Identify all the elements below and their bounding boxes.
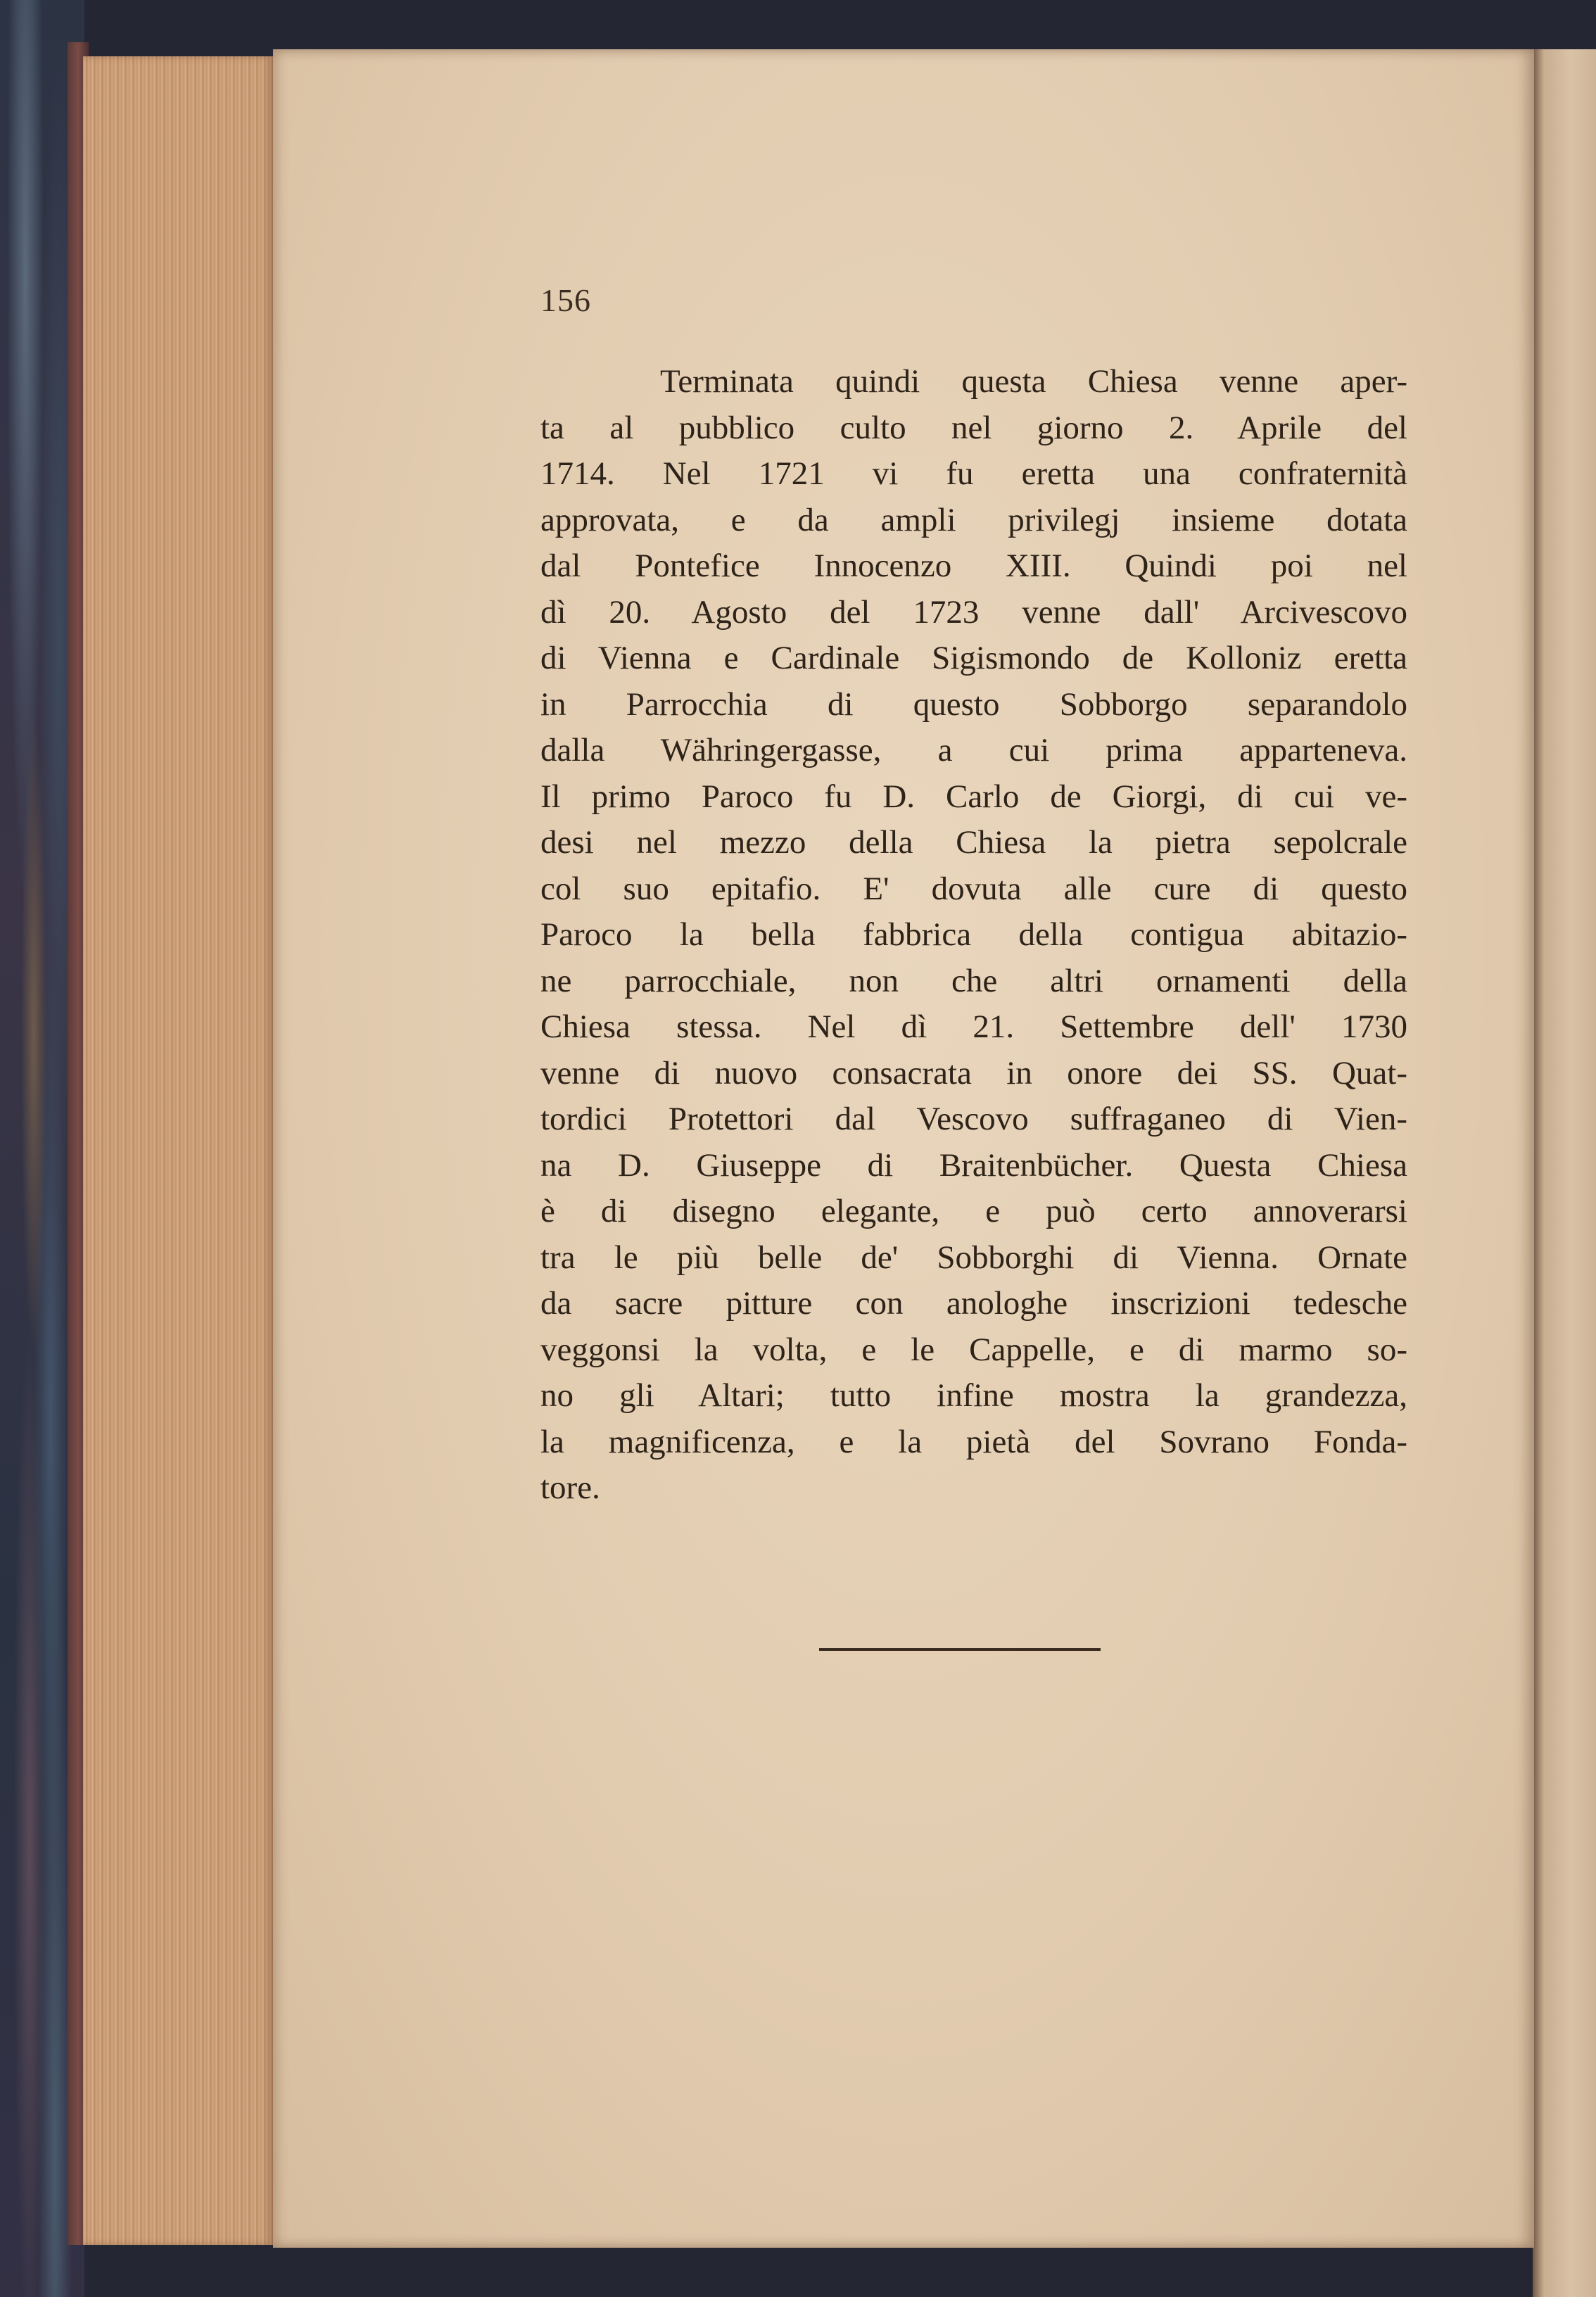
facing-page-edge bbox=[1533, 49, 1596, 2297]
text-line: tore. bbox=[540, 1469, 600, 1506]
text-line: approvata, e da ampli privilegj insieme dotata bbox=[540, 501, 1407, 538]
text-line: desi nel mezzo della Chiesa la pietra sepolcrale bbox=[540, 824, 1407, 861]
text-line: dì 20. Agosto del 1723 venne dall' Arcivescovo bbox=[540, 593, 1407, 631]
text-line: ne parrocchiale, non che altri ornamenti della bbox=[540, 962, 1407, 999]
text-line: è di disegno elegante, e può certo annoverarsi bbox=[540, 1193, 1407, 1229]
text-line: Terminata quindi questa Chiesa venne aper- bbox=[660, 363, 1407, 400]
text-line: veggonsi la volta, e le Cappelle, e di marmo so- bbox=[540, 1331, 1407, 1368]
text-line: Paroco la bella fabbrica della contigua abitazio- bbox=[540, 916, 1407, 953]
text-line: Chiesa stessa. Nel dì 21. Settembre dell' 1730 bbox=[540, 1008, 1407, 1045]
text-line: no gli Altari; tutto infine mostra la grandezza, bbox=[540, 1377, 1407, 1414]
text-line: in Parrocchia di questo Sobborgo separandolo bbox=[540, 685, 1407, 723]
text-line: di Vienna e Cardinale Sigismondo de Kolloniz eretta bbox=[540, 640, 1407, 676]
text-line: na D. Giuseppe di Braitenbücher. Questa Chiesa bbox=[540, 1146, 1407, 1184]
text-line: venne di nuovo consacrata in onore dei SS. Quat- bbox=[540, 1054, 1407, 1091]
section-rule bbox=[819, 1648, 1101, 1651]
page-number: 156 bbox=[540, 282, 591, 318]
text-line: la magnificenza, e la pietà del Sovrano Fonda- bbox=[540, 1423, 1407, 1460]
text-line: dalla Währingergasse, a cui prima apparteneva. bbox=[540, 732, 1407, 768]
page-leaves-edge bbox=[83, 56, 273, 2245]
text-line: col suo epitafio. E' dovuta alle cure di questo bbox=[540, 870, 1407, 907]
text-line: tra le più belle de' Sobborghi di Vienna. Ornate bbox=[540, 1239, 1407, 1276]
book-page bbox=[273, 49, 1534, 2248]
text-line: da sacre pitture con anologhe inscrizioni tedesche bbox=[540, 1285, 1407, 1322]
body-text bbox=[540, 359, 1407, 1512]
text-line: 1714. Nel 1721 vi fu eretta una confraternità bbox=[540, 455, 1407, 492]
text-line: dal Pontefice Innocenzo XIII. Quindi poi nel bbox=[540, 548, 1407, 584]
text-line: tordici Protettori dal Vescovo suffraganeo di Vien- bbox=[540, 1101, 1407, 1137]
text-line: ta al pubblico culto nel giorno 2. Aprile del bbox=[540, 409, 1407, 446]
text-line: Il primo Paroco fu D. Carlo de Giorgi, di cui ve- bbox=[540, 778, 1407, 815]
